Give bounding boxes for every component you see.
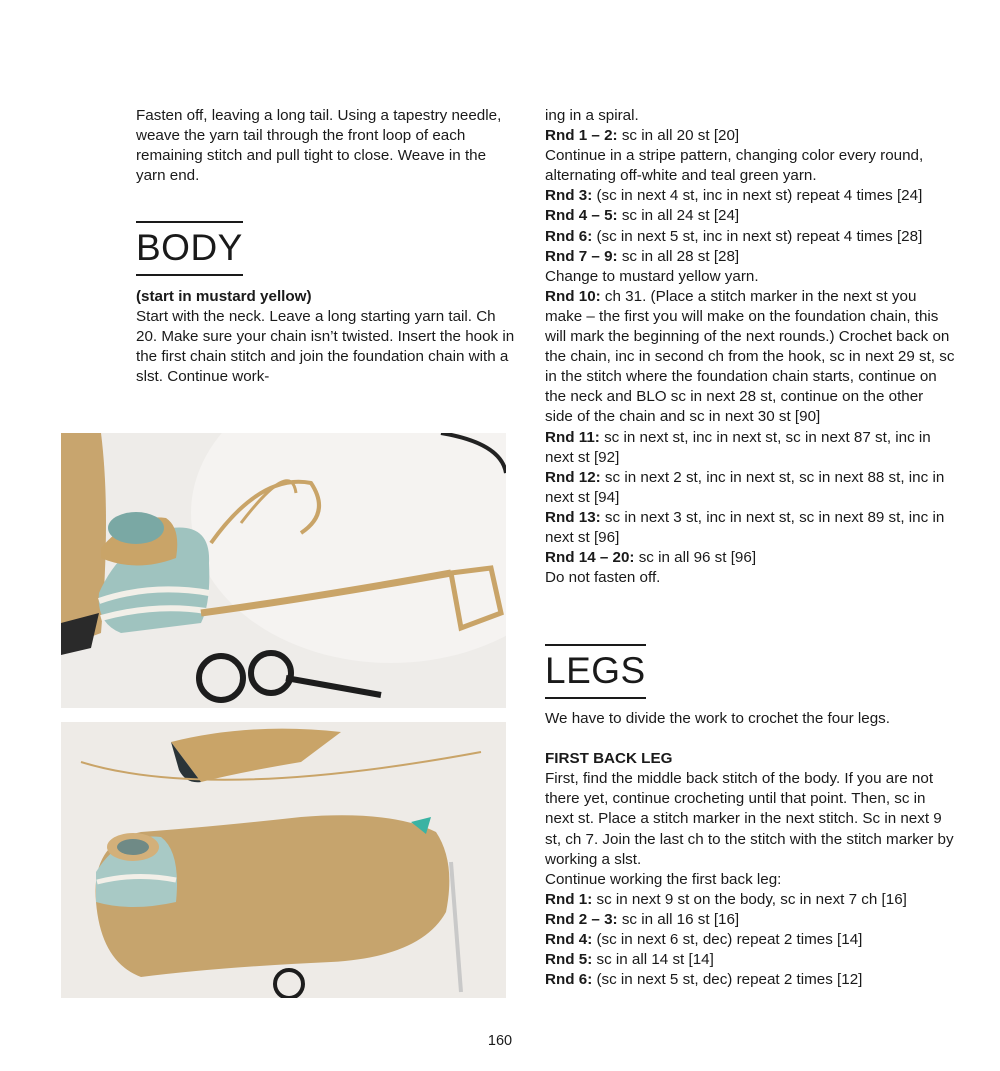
body-instructions bbox=[136, 287, 516, 387]
round-row: Rnd 1 – 2: sc in all 20 st [20] bbox=[545, 127, 740, 145]
round-row: Rnd 14 – 20: sc in all 96 st [96] bbox=[545, 549, 757, 567]
round-row: Rnd 7 – 9: sc in all 28 st [28] bbox=[545, 247, 740, 265]
body-heading-block bbox=[136, 221, 243, 276]
round-row: Do not fasten off. bbox=[545, 569, 661, 587]
first-back-leg-subheading: FIRST BACK LEG bbox=[545, 750, 673, 768]
continue-label: Continue working the first back leg: bbox=[545, 870, 782, 888]
round-row: Rnd 6: (sc in next 5 st, dec) repeat 2 times [12] bbox=[545, 971, 863, 989]
round-row: Rnd 3: (sc in next 4 st, inc in next st) repeat 4 times [24] bbox=[545, 187, 923, 205]
page-number: 160 bbox=[487, 1033, 513, 1049]
round-row: Rnd 2 – 3: sc in all 16 st [16] bbox=[545, 910, 740, 928]
round-row: Rnd 1: sc in next 9 st on the body, sc in next 7 ch [16] bbox=[545, 890, 907, 908]
body-subheading: (start in mustard yellow) bbox=[136, 288, 312, 305]
round-row: Rnd 5: sc in all 14 st [14] bbox=[545, 951, 714, 969]
photo-neck-with-chain bbox=[61, 433, 506, 708]
round-row: Change to mustard yellow yarn. bbox=[545, 267, 759, 285]
photo-body-crochet bbox=[61, 722, 506, 998]
body-heading: BODY bbox=[136, 221, 243, 276]
round-row: Rnd 13: sc in next 3 st, inc in next st, sc in next 89 st, inc in next st [96] bbox=[545, 508, 945, 546]
first-back-leg-paragraph: First, find the middle back stitch of the body. If you are not there yet, continue crocheting until that point. Then, sc in next st. Place a stitch marker in the next stitch. Sc in next 9 st, ch 7. Join the last ch to the stitch with the stitch marker by working a slst. bbox=[545, 770, 954, 868]
round-row: Rnd 4: (sc in next 6 st, dec) repeat 2 times [14] bbox=[545, 931, 863, 949]
legs-instructions bbox=[545, 709, 955, 990]
legs-heading: LEGS bbox=[545, 644, 646, 699]
spiral-continuation: ing in a spiral. bbox=[545, 107, 639, 124]
round-row: Rnd 10: ch 31. (Place a stitch marker in the next st you make – the first you will make on the foundation chain, this will mark the beginning of the next rounds.) Crochet back on the chain, inc in second ch from the hook, sc in next 29 st, sc in the stitch where the foundation chain starts, continue on the neck and BLO sc in next 28 st, continue on the other side of the chain and sc in next 30 st [90] bbox=[545, 287, 955, 426]
round-row: Continue in a stripe pattern, changing color every round, alternating off-white and teal green yarn. bbox=[545, 147, 924, 185]
intro-paragraph bbox=[136, 106, 516, 186]
legs-heading-block bbox=[545, 644, 646, 699]
body-rounds bbox=[545, 106, 955, 588]
round-row: Rnd 4 – 5: sc in all 24 st [24] bbox=[545, 207, 740, 225]
body-paragraph: Start with the neck. Leave a long starting yarn tail. Ch 20. Make sure your chain isn’t twisted. Insert the hook in the first chain stitch and join the foundation chain with a slst. Continue work- bbox=[136, 308, 515, 386]
round-row: Rnd 6: (sc in next 5 st, inc in next st) repeat 4 times [28] bbox=[545, 227, 923, 245]
round-row: Rnd 11: sc in next st, inc in next st, sc in next 87 st, inc in next st [92] bbox=[545, 428, 931, 466]
legs-intro: We have to divide the work to crochet the four legs. bbox=[545, 710, 890, 727]
round-row: Rnd 12: sc in next 2 st, inc in next st, sc in next 88 st, inc in next st [94] bbox=[545, 468, 945, 506]
fasten-off-text: Fasten off, leaving a long tail. Using a tapestry needle, weave the yarn tail through the front loop of each remaining stitch and pull tight to close. Weave in the yarn end. bbox=[136, 107, 502, 185]
